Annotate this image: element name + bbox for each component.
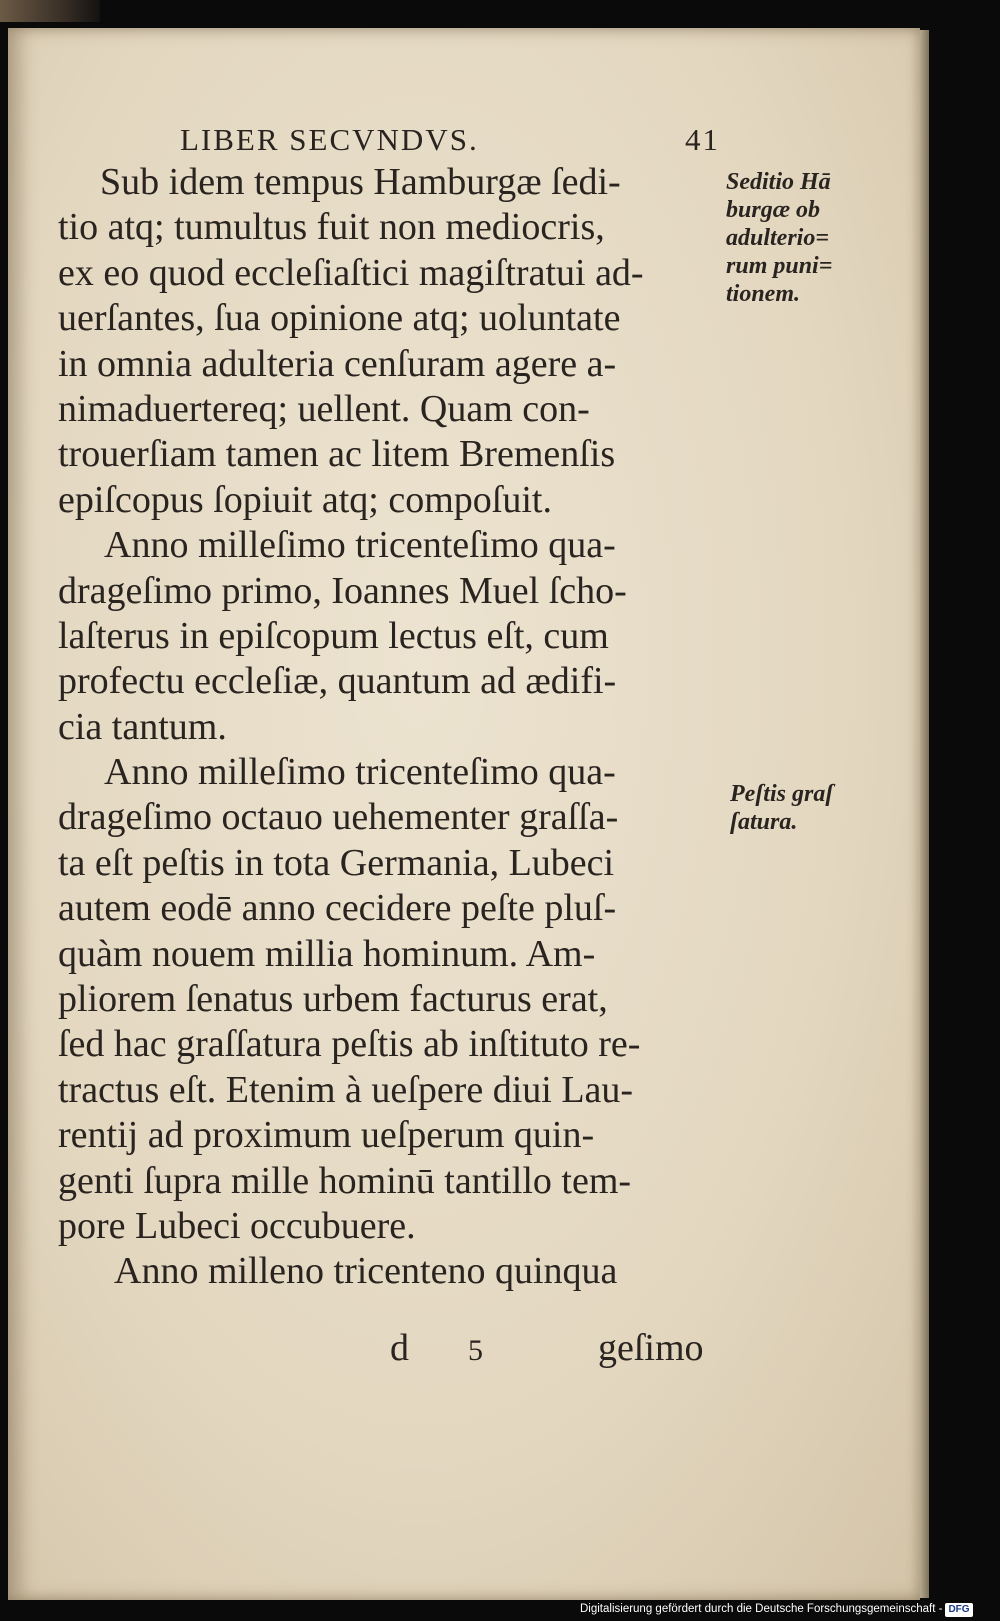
text-line: cia tantum. (58, 705, 227, 748)
body-text (58, 160, 718, 1295)
text-line: quàm nouem millia hominum. Am- (58, 932, 596, 975)
text-line: Sub idem tempus Hamburgæ ſedi- (100, 161, 621, 203)
signature-letter: d (390, 1327, 409, 1369)
digitization-footer (580, 1603, 1000, 1621)
text-line: nimaduertereq; uellent. Quam con- (58, 387, 590, 430)
text-line: Anno milleſimo tricenteſimo qua- (104, 524, 616, 567)
signature-number: 5 (468, 1334, 483, 1367)
footer-text: Digitalisierung gefördert durch die Deutsche Forschungsgemeinschaft - (580, 1603, 943, 1615)
dfg-logo: DFG (945, 1603, 972, 1617)
text-line: epiſcopus ſopiuit atq; compoſuit. (58, 478, 552, 521)
marginal-line: Seditio Hā (726, 169, 831, 195)
text-line: uerſantes, ſua opinione atq; uoluntate (58, 297, 621, 340)
running-title: LIBER SECVNDVS. (180, 122, 479, 157)
text-line: Anno milleſimo tricenteſimo qua- (104, 751, 616, 794)
marginal-line: burgæ ob (726, 197, 821, 223)
text-line: ſed hac graſſatura peſtis ab inſtituto re- (58, 1023, 641, 1066)
text-line: in omnia adulteria cenſuram agere a- (58, 342, 617, 385)
marginal-line: Peſtis graſ (730, 781, 834, 807)
text-line: genti ſupra mille hominū tantillo tem- (58, 1159, 632, 1202)
text-line: drageſimo octauo uehementer graſſa- (58, 796, 619, 839)
text-line: laſterus in epiſcopum lectus eſt, cum (58, 614, 609, 657)
page-edge (920, 30, 929, 1598)
text-line: pliorem ſenatus urbem facturus erat, (58, 978, 608, 1021)
marginal-note-sedition (726, 168, 832, 308)
book-edge (0, 0, 100, 22)
marginal-line: adulterio= (726, 225, 830, 251)
running-head (180, 122, 720, 162)
marginal-note-plague (730, 780, 833, 836)
text-line: autem eodē anno cecidere peſte pluſ- (58, 887, 617, 930)
text-line: profectu eccleſiæ, quantum ad ædifi- (58, 660, 617, 703)
folio-number: 41 (685, 122, 720, 157)
text-line: ex eo quod eccleſiaſtici magiſtratui ad- (58, 251, 644, 294)
text-line: ta eſt peſtis in tota Germania, Lubeci (58, 841, 615, 884)
marginal-line: tionem. (726, 281, 801, 307)
text-line: trouerſiam tamen ac litem Bremenſis (58, 433, 616, 476)
text-line: drageſimo primo, Ioannes Muel ſcho- (58, 569, 627, 612)
text-line: Anno milleno tricenteno quinqua (114, 1250, 618, 1293)
catchword: geſimo (598, 1327, 704, 1369)
marginal-line: rum puni= (726, 253, 833, 279)
marginal-line: ſatura. (730, 809, 798, 835)
text-line: rentij ad proximum ueſperum quin- (58, 1114, 595, 1157)
text-line: tractus eſt. Etenim à ueſpere diui Lau- (58, 1068, 634, 1111)
text-line: tio atq; tumultus fuit non mediocris, (58, 206, 605, 249)
text-line: pore Lubeci occubuere. (58, 1204, 416, 1247)
